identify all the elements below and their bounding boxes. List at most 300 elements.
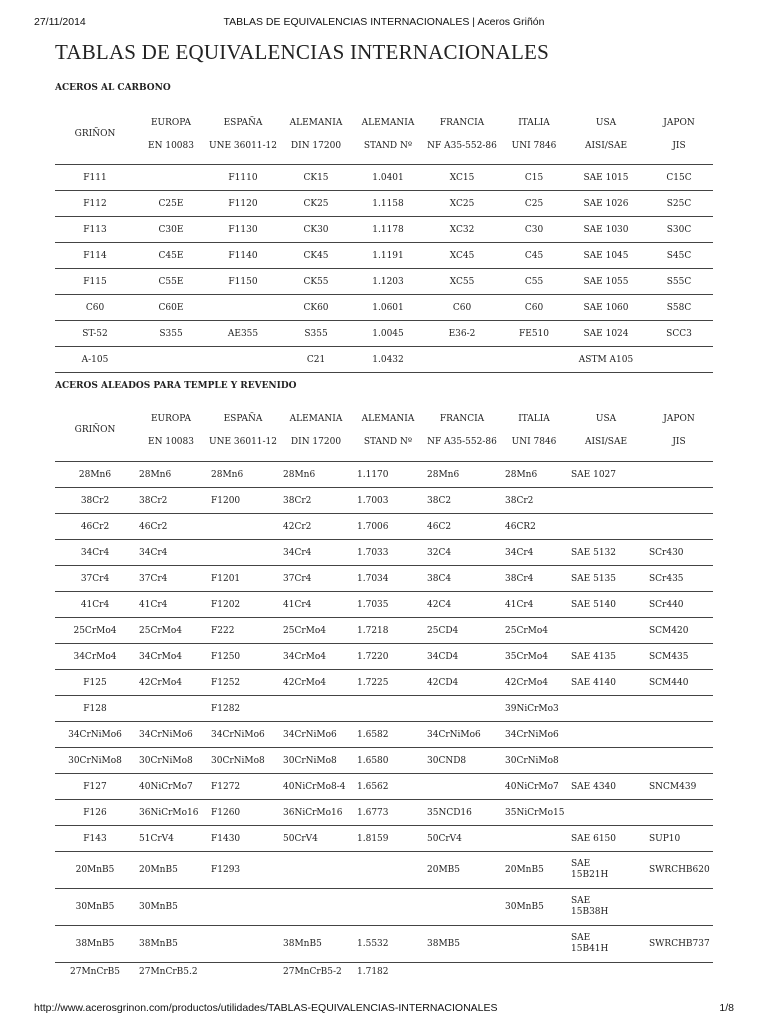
table-cell: 37Cr4 — [135, 566, 207, 592]
table-cell: F1120 — [207, 191, 279, 217]
table-cell: 50CrV4 — [279, 826, 353, 852]
table-cell: F1260 — [207, 800, 279, 826]
table-cell: F1150 — [207, 269, 279, 295]
table-cell: 28Mn6 — [55, 462, 135, 488]
table-cell: 51CrV4 — [135, 826, 207, 852]
table-cell: 25CD4 — [423, 618, 501, 644]
table-cell: 1.7218 — [353, 618, 423, 644]
table-cell: F1202 — [207, 592, 279, 618]
table-cell — [645, 889, 713, 926]
table-cell: 34Cr4 — [501, 540, 567, 566]
table-cell: F1272 — [207, 774, 279, 800]
table-cell — [645, 488, 713, 514]
table-cell: XC25 — [423, 191, 501, 217]
table-cell: XC55 — [423, 269, 501, 295]
table-cell: 38Cr2 — [55, 488, 135, 514]
table-cell: 38MnB5 — [55, 926, 135, 963]
table-cell: 27MnCrB5.2 — [135, 963, 207, 986]
table-cell: 40NiCrMo7 — [501, 774, 567, 800]
table-cell: F1252 — [207, 670, 279, 696]
table-row — [55, 696, 713, 722]
carbon-steels-table — [55, 104, 713, 373]
table-cell — [567, 748, 645, 774]
table-cell: SAE 5140 — [567, 592, 645, 618]
table-row — [55, 748, 713, 774]
table-cell: AE355 — [207, 321, 279, 347]
column-header-label: JAPON — [663, 413, 695, 424]
table-cell: F1430 — [207, 826, 279, 852]
table-cell: 28Mn6 — [279, 462, 353, 488]
table-cell: 40NiCrMo7 — [135, 774, 207, 800]
table-cell: 28Mn6 — [501, 462, 567, 488]
table-cell: F126 — [55, 800, 135, 826]
table-cell: 20MnB5 — [501, 852, 567, 889]
table-cell: 34Cr4 — [135, 540, 207, 566]
table-cell — [423, 963, 501, 986]
table-cell: FE510 — [501, 321, 567, 347]
table-cell: SAE 4135 — [567, 644, 645, 670]
column-header-label: ITALIA — [518, 117, 550, 128]
column-header — [279, 104, 353, 165]
table-row — [55, 644, 713, 670]
table-cell: 42CrMo4 — [279, 670, 353, 696]
table-cell: SWRCHB737 — [645, 926, 713, 963]
table-row — [55, 191, 713, 217]
column-header — [55, 399, 135, 462]
column-header — [645, 399, 713, 462]
table-cell: 1.0601 — [353, 295, 423, 321]
table-row — [55, 347, 713, 373]
table-cell: 1.1203 — [353, 269, 423, 295]
table-cell: 1.7035 — [353, 592, 423, 618]
table-cell: F1201 — [207, 566, 279, 592]
table-cell: 25CrMo4 — [55, 618, 135, 644]
column-header-label: ITALIA — [518, 413, 550, 424]
table-cell: SAE 4340 — [567, 774, 645, 800]
table-cell — [567, 800, 645, 826]
table-cell: SAE 4140 — [567, 670, 645, 696]
table-cell: 34CD4 — [423, 644, 501, 670]
column-header-label: FRANCIA — [439, 117, 485, 128]
table-cell — [645, 696, 713, 722]
column-header-standard: DIN 17200 — [290, 140, 342, 151]
table-cell: C60E — [135, 295, 207, 321]
table-cell: 30CrNiMo8 — [207, 748, 279, 774]
table-cell: 1.7220 — [353, 644, 423, 670]
table-cell: 1.1191 — [353, 243, 423, 269]
table-cell — [135, 165, 207, 191]
table-cell: SCC3 — [645, 321, 713, 347]
table-cell: 46C2 — [423, 514, 501, 540]
column-header-standard: STAND Nº — [363, 140, 413, 151]
table-cell — [279, 696, 353, 722]
column-header — [135, 104, 207, 165]
column-header-standard: JIS — [672, 436, 686, 447]
table-cell: 1.6582 — [353, 722, 423, 748]
table-row — [55, 852, 713, 889]
table-row — [55, 269, 713, 295]
table-cell: SCr435 — [645, 566, 713, 592]
table-cell: 34CrMo4 — [135, 644, 207, 670]
table-cell: F1130 — [207, 217, 279, 243]
table-cell: F1110 — [207, 165, 279, 191]
table-cell: ASTM A105 — [567, 347, 645, 373]
column-header-label: FRANCIA — [439, 413, 485, 424]
table-cell — [135, 696, 207, 722]
column-header-standard: UNE 36011-12 — [209, 140, 278, 151]
table-cell: 34CrNiMo6 — [207, 722, 279, 748]
table-row — [55, 243, 713, 269]
column-header-label: ESPAÑA — [223, 117, 263, 128]
table-cell: 39NiCrMo3 — [501, 696, 567, 722]
table-cell: 25CrMo4 — [135, 618, 207, 644]
table-cell: 42Cr2 — [279, 514, 353, 540]
column-header-label: EUROPA — [150, 117, 192, 128]
column-header-standard: AISI/SAE — [584, 436, 628, 447]
table-cell: 1.6773 — [353, 800, 423, 826]
table-cell: 42CrMo4 — [501, 670, 567, 696]
column-header-label: EUROPA — [150, 413, 192, 424]
table-cell: S355 — [135, 321, 207, 347]
table-cell: 41Cr4 — [55, 592, 135, 618]
table-cell: CK25 — [279, 191, 353, 217]
table-cell: S55C — [645, 269, 713, 295]
table-cell: SAE 6150 — [567, 826, 645, 852]
table-cell: F1140 — [207, 243, 279, 269]
column-header — [501, 104, 567, 165]
table-row — [55, 926, 713, 963]
table-cell: 1.7034 — [353, 566, 423, 592]
table-cell — [423, 347, 501, 373]
table-cell: 1.0432 — [353, 347, 423, 373]
table-cell: 1.0401 — [353, 165, 423, 191]
column-header — [423, 104, 501, 165]
table-cell: 1.7182 — [353, 963, 423, 986]
table-cell: 36NiCrMo16 — [135, 800, 207, 826]
table-cell: SAE 1024 — [567, 321, 645, 347]
table-cell — [645, 800, 713, 826]
table-cell — [645, 722, 713, 748]
table-row — [55, 217, 713, 243]
table-cell: SAE 1055 — [567, 269, 645, 295]
table-cell: 42CrMo4 — [135, 670, 207, 696]
table-cell: 38Cr2 — [501, 488, 567, 514]
table-cell: C55 — [501, 269, 567, 295]
table-row — [55, 963, 713, 986]
table-cell — [567, 722, 645, 748]
table-cell: 25CrMo4 — [279, 618, 353, 644]
table-cell — [353, 889, 423, 926]
table-cell: F113 — [55, 217, 135, 243]
table-cell: 28Mn6 — [207, 462, 279, 488]
column-header-label: ALEMANIA — [361, 413, 415, 424]
table-row — [55, 774, 713, 800]
table-cell: 25CrMo4 — [501, 618, 567, 644]
table-cell: 41Cr4 — [279, 592, 353, 618]
table-cell — [135, 347, 207, 373]
column-header-label: GRIÑON — [74, 129, 116, 139]
table-cell: SAE 1060 — [567, 295, 645, 321]
column-header — [353, 104, 423, 165]
table-cell: SCr430 — [645, 540, 713, 566]
table-cell: F222 — [207, 618, 279, 644]
table-row — [55, 670, 713, 696]
table-cell — [353, 696, 423, 722]
alloy-steels-table — [55, 399, 713, 985]
table-cell: F1200 — [207, 488, 279, 514]
table-cell — [567, 618, 645, 644]
column-header — [501, 399, 567, 462]
table-cell: 42CD4 — [423, 670, 501, 696]
table-row — [55, 540, 713, 566]
table-cell: 41Cr4 — [135, 592, 207, 618]
table-cell: F143 — [55, 826, 135, 852]
table-row — [55, 514, 713, 540]
table-cell: C55E — [135, 269, 207, 295]
table-cell: 35NCD16 — [423, 800, 501, 826]
header-row — [55, 104, 713, 165]
column-header-standard: UNI 7846 — [511, 140, 557, 151]
column-header-standard: JIS — [672, 140, 686, 151]
table-cell: 40NiCrMo8-4 — [279, 774, 353, 800]
table-cell: S30C — [645, 217, 713, 243]
column-header-standard: NF A35-552-86 — [427, 140, 497, 151]
table-cell: 1.6562 — [353, 774, 423, 800]
table-cell: F127 — [55, 774, 135, 800]
table-row — [55, 592, 713, 618]
column-header-label: USA — [595, 117, 617, 128]
table-cell: C45 — [501, 243, 567, 269]
table-cell: F114 — [55, 243, 135, 269]
table-cell: F1250 — [207, 644, 279, 670]
table-cell: C30E — [135, 217, 207, 243]
table-cell — [645, 963, 713, 986]
print-page-title: TABLAS DE EQUIVALENCIAS INTERNACIONALES | Aceros Griñón — [223, 16, 545, 28]
table-cell: 1.7003 — [353, 488, 423, 514]
table-row — [55, 462, 713, 488]
table-cell — [353, 852, 423, 889]
table-cell: SCM440 — [645, 670, 713, 696]
table-cell: 30MnB5 — [501, 889, 567, 926]
table-cell — [501, 347, 567, 373]
table-cell: 38MB5 — [423, 926, 501, 963]
table-cell: F1282 — [207, 696, 279, 722]
table-cell — [423, 889, 501, 926]
table-cell: SAE 1026 — [567, 191, 645, 217]
table-cell: 35CrMo4 — [501, 644, 567, 670]
table-cell: 34CrNiMo6 — [55, 722, 135, 748]
table-cell: 37Cr4 — [279, 566, 353, 592]
table-cell — [501, 926, 567, 963]
table-row — [55, 566, 713, 592]
table-cell: 46CR2 — [501, 514, 567, 540]
table-cell: 41Cr4 — [501, 592, 567, 618]
table-cell — [423, 774, 501, 800]
table-row — [55, 800, 713, 826]
table-cell: S45C — [645, 243, 713, 269]
table-cell — [207, 889, 279, 926]
section-title-alloy-steels: ACEROS ALEADOS PARA TEMPLE Y REVENIDO — [55, 381, 297, 391]
table-cell: 32C4 — [423, 540, 501, 566]
column-header-label: GRIÑON — [74, 425, 116, 435]
table-cell: CK15 — [279, 165, 353, 191]
table-row — [55, 618, 713, 644]
table-cell: 28Mn6 — [135, 462, 207, 488]
column-header — [567, 399, 645, 462]
table-cell: 1.7033 — [353, 540, 423, 566]
table-cell: 30CrNiMo8 — [279, 748, 353, 774]
table-cell: XC32 — [423, 217, 501, 243]
table-cell: 36NiCrMo16 — [279, 800, 353, 826]
column-header-label: ALEMANIA — [361, 117, 415, 128]
table-row — [55, 321, 713, 347]
table-cell: 34CrMo4 — [279, 644, 353, 670]
table-cell: 30MnB5 — [55, 889, 135, 926]
column-header-standard: EN 10083 — [148, 140, 194, 151]
table-cell: 1.6580 — [353, 748, 423, 774]
table-cell: S58C — [645, 295, 713, 321]
table-cell: C30 — [501, 217, 567, 243]
table-cell — [645, 748, 713, 774]
table-cell — [645, 347, 713, 373]
table-cell: C25 — [501, 191, 567, 217]
table-cell: 1.1178 — [353, 217, 423, 243]
table-cell: SCM435 — [645, 644, 713, 670]
table-cell — [645, 462, 713, 488]
table-cell: CK55 — [279, 269, 353, 295]
table-cell — [279, 889, 353, 926]
table-cell: 1.8159 — [353, 826, 423, 852]
table-cell: A-105 — [55, 347, 135, 373]
table-cell: 34CrNiMo6 — [135, 722, 207, 748]
table-cell — [207, 514, 279, 540]
table-cell: C15 — [501, 165, 567, 191]
column-header — [423, 399, 501, 462]
table-cell: 38Cr2 — [279, 488, 353, 514]
table-cell: 38Cr2 — [135, 488, 207, 514]
table-cell: 1.7006 — [353, 514, 423, 540]
table-cell: 50CrV4 — [423, 826, 501, 852]
table-cell: 34Cr4 — [55, 540, 135, 566]
table-cell: SAE 5132 — [567, 540, 645, 566]
table-cell: 46Cr2 — [55, 514, 135, 540]
table-cell: F112 — [55, 191, 135, 217]
table-cell: CK60 — [279, 295, 353, 321]
column-header — [207, 104, 279, 165]
table-cell: 30CND8 — [423, 748, 501, 774]
table-cell — [207, 926, 279, 963]
table-cell — [567, 514, 645, 540]
table-row — [55, 488, 713, 514]
column-header-standard: DIN 17200 — [290, 436, 342, 447]
page-title: TABLAS DE EQUIVALENCIAS INTERNACIONALES — [55, 40, 549, 64]
table-cell: F125 — [55, 670, 135, 696]
table-cell: SAE 15B21H — [567, 852, 645, 889]
table-cell: SAE 1027 — [567, 462, 645, 488]
table-cell: C60 — [501, 295, 567, 321]
print-date: 27/11/2014 — [34, 16, 86, 28]
table-cell: C45E — [135, 243, 207, 269]
table-cell: C21 — [279, 347, 353, 373]
table-cell — [207, 347, 279, 373]
table-cell: 30MnB5 — [135, 889, 207, 926]
table-cell: 1.1170 — [353, 462, 423, 488]
table-cell: SAE 15B38H — [567, 889, 645, 926]
table-cell — [207, 540, 279, 566]
column-header-standard: AISI/SAE — [584, 140, 628, 151]
table-cell: 28Mn6 — [423, 462, 501, 488]
table-cell: C25E — [135, 191, 207, 217]
table-cell — [501, 826, 567, 852]
column-header-standard: UNE 36011-12 — [209, 436, 278, 447]
table-cell: 20MnB5 — [135, 852, 207, 889]
table-cell: 34CrMo4 — [55, 644, 135, 670]
table-cell — [501, 963, 567, 986]
table-cell — [423, 696, 501, 722]
column-header — [567, 104, 645, 165]
table-cell — [645, 514, 713, 540]
column-header — [279, 399, 353, 462]
table-cell: S355 — [279, 321, 353, 347]
table-cell: 38MnB5 — [279, 926, 353, 963]
table-cell: 1.1158 — [353, 191, 423, 217]
table-cell: S25C — [645, 191, 713, 217]
table-cell: CK45 — [279, 243, 353, 269]
table-cell: C15C — [645, 165, 713, 191]
table-cell: E36-2 — [423, 321, 501, 347]
table-cell — [567, 488, 645, 514]
column-header-label: ALEMANIA — [289, 413, 343, 424]
table-cell: 34Cr4 — [279, 540, 353, 566]
table-cell: SAE 5135 — [567, 566, 645, 592]
column-header-standard: NF A35-552-86 — [427, 436, 497, 447]
table-cell — [279, 852, 353, 889]
table-cell: 38Cr4 — [501, 566, 567, 592]
table-cell — [207, 295, 279, 321]
table-cell: 34CrNiMo6 — [279, 722, 353, 748]
table-cell: 20MnB5 — [55, 852, 135, 889]
table-cell: F115 — [55, 269, 135, 295]
print-url: http://www.acerosgrinon.com/productos/utilidades/TABLAS-EQUIVALENCIAS-INTERNACIONALES — [34, 1002, 498, 1014]
column-header — [353, 399, 423, 462]
table-cell — [567, 963, 645, 986]
table-cell: 34CrNiMo6 — [501, 722, 567, 748]
table-cell: 30CrNiMo8 — [55, 748, 135, 774]
table-cell: SWRCHB620 — [645, 852, 713, 889]
column-header-label: JAPON — [663, 117, 695, 128]
table-cell: SCM420 — [645, 618, 713, 644]
table-cell: SAE 1015 — [567, 165, 645, 191]
table-cell — [207, 963, 279, 986]
table-cell: 1.7225 — [353, 670, 423, 696]
table-cell: 20MB5 — [423, 852, 501, 889]
table-cell: 27MnCrB5 — [55, 963, 135, 986]
table-cell: 30CrNiMo8 — [135, 748, 207, 774]
table-row — [55, 295, 713, 321]
table-cell: 34CrNiMo6 — [423, 722, 501, 748]
table-cell: SAE 1030 — [567, 217, 645, 243]
header-row — [55, 399, 713, 462]
print-footer — [34, 1002, 734, 1016]
table-cell: 1.0045 — [353, 321, 423, 347]
print-page-number: 1/8 — [719, 1002, 734, 1014]
table-cell: C60 — [423, 295, 501, 321]
table-cell: SNCM439 — [645, 774, 713, 800]
table-cell: 30CrNiMo8 — [501, 748, 567, 774]
table-cell: CK30 — [279, 217, 353, 243]
table-cell: ST-52 — [55, 321, 135, 347]
column-header-label: USA — [595, 413, 617, 424]
